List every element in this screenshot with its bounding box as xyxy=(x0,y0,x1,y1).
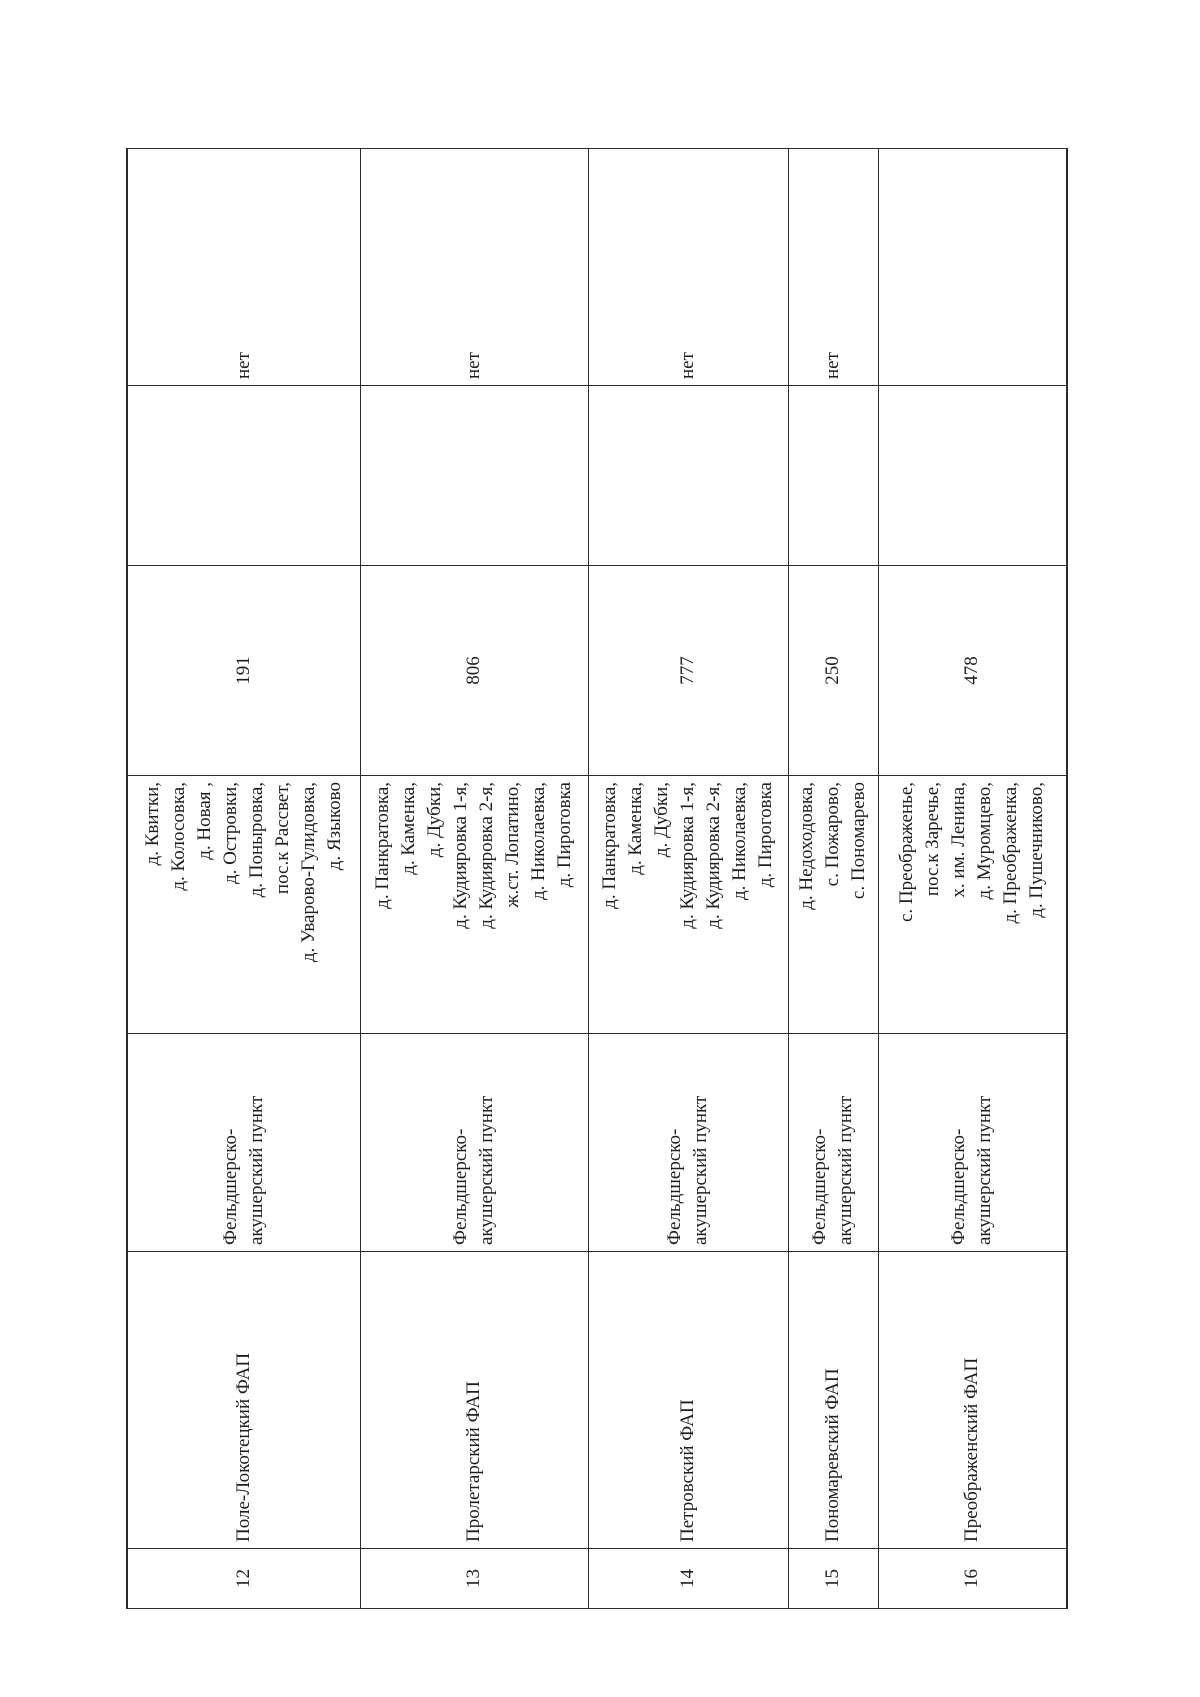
facility-name-cell xyxy=(878,1252,1067,1549)
settlement-item: д. Николаевка, xyxy=(528,782,549,901)
table-row xyxy=(127,149,360,1609)
settlement-item: с. Пожарово, xyxy=(822,782,843,887)
settlement-item: д. Дубки, xyxy=(651,782,672,858)
flag-cell xyxy=(788,149,878,386)
flag-cell xyxy=(360,149,588,386)
facility-type-line: акушерский пункт xyxy=(476,1095,497,1245)
population-value: 806 xyxy=(463,656,484,685)
table-row xyxy=(878,149,1067,1609)
settlement-item: с. Преображенье, xyxy=(896,782,918,923)
facility-type-line: акушерский пункт xyxy=(690,1095,711,1245)
settlement-item: д. Кудияровка 2-я, xyxy=(476,782,497,929)
settlement-item: х. им. Ленина, xyxy=(948,782,970,898)
facility-name: Пономаревский ФАП xyxy=(822,1368,843,1542)
table-body xyxy=(127,149,1067,1609)
facility-type-cell xyxy=(360,1034,588,1252)
facility-type-line: акушерский пункт xyxy=(245,1095,267,1245)
settlements-cell xyxy=(360,776,588,1034)
settlement-item: д. Колосовка, xyxy=(167,782,189,891)
settlement-item: д. Кудияровка 2-я, xyxy=(703,782,724,929)
population-value: 191 xyxy=(232,656,254,685)
settlement-item: д. Пироговка xyxy=(755,782,776,888)
facility-name: Преображенский ФАП xyxy=(961,1357,983,1542)
facility-type-line: Фельдшерско- xyxy=(450,1128,471,1245)
row-number-cell xyxy=(588,1549,788,1609)
facility-name-cell xyxy=(127,1252,360,1549)
population-value: 250 xyxy=(822,656,843,685)
settlement-item: д. Языково xyxy=(323,782,345,871)
flag-cell xyxy=(588,149,788,386)
facility-name-cell xyxy=(360,1252,588,1549)
settlement-item: д. Кудияровка 1-я, xyxy=(450,782,471,929)
settlement-item: д. Каменка, xyxy=(625,782,646,875)
facility-name-cell xyxy=(788,1252,878,1549)
settlements-cell xyxy=(878,776,1067,1034)
settlement-item: д. Квитки, xyxy=(141,782,163,866)
population-cell xyxy=(878,566,1067,776)
facility-type-cell xyxy=(588,1034,788,1252)
facilities-table xyxy=(126,148,1068,1609)
population-cell xyxy=(360,566,588,776)
settlement-item: д. Каменка, xyxy=(398,782,419,875)
empty-cell xyxy=(788,386,878,566)
facility-type-cell xyxy=(127,1034,360,1252)
facility-name: Петровский ФАП xyxy=(677,1399,698,1542)
row-number-cell xyxy=(127,1549,360,1609)
facility-name: Пролетарский ФАП xyxy=(463,1381,484,1542)
population-cell xyxy=(127,566,360,776)
settlement-item: д. Островки, xyxy=(219,782,241,884)
facility-type-line: Фельдшерско- xyxy=(809,1128,830,1245)
facility-type-line: Фельдшерско- xyxy=(664,1128,685,1245)
settlement-item: д. Кудияровка 1-я, xyxy=(677,782,698,929)
settlement-item: д. Дубки, xyxy=(424,782,445,858)
facility-type-cell xyxy=(788,1034,878,1252)
flag-value: нет xyxy=(463,352,484,379)
flag-value: нет xyxy=(822,352,843,379)
population-value: 777 xyxy=(677,656,698,685)
facility-name: Поле-Локотецкий ФАП xyxy=(232,1352,254,1542)
rotated-page xyxy=(126,149,1066,1609)
settlement-item: д. Уварово-Гулидовка, xyxy=(297,782,319,963)
empty-cell xyxy=(878,386,1067,566)
facility-type-line: Фельдшерско- xyxy=(948,1128,970,1245)
settlement-item: д. Муромцево, xyxy=(974,782,996,900)
settlement-item: д. Преображенка, xyxy=(1000,782,1022,924)
empty-cell xyxy=(360,386,588,566)
facility-type-line: акушерский пункт xyxy=(835,1095,856,1245)
facility-type-cell xyxy=(878,1034,1067,1252)
flag-cell xyxy=(127,149,360,386)
row-number: 14 xyxy=(677,1569,698,1588)
row-number: 12 xyxy=(232,1569,254,1588)
facility-type-line: Фельдшерско- xyxy=(219,1128,241,1245)
row-number-cell xyxy=(360,1549,588,1609)
empty-cell xyxy=(588,386,788,566)
settlements-cell xyxy=(788,776,878,1034)
settlement-item: пос.к Рассвет, xyxy=(271,782,293,895)
table-row xyxy=(588,149,788,1609)
settlements-cell xyxy=(127,776,360,1034)
row-number-cell xyxy=(788,1549,878,1609)
flag-cell xyxy=(878,149,1067,386)
row-number: 13 xyxy=(463,1569,484,1588)
settlement-item: д. Пироговка xyxy=(554,782,575,888)
settlement-item: д. Новая , xyxy=(193,782,215,860)
settlement-item: д. Панкратовка, xyxy=(372,782,393,909)
facility-name-cell xyxy=(588,1252,788,1549)
flag-value: нет xyxy=(677,352,698,379)
settlement-item: пос.к Заречье, xyxy=(922,782,944,897)
settlement-item: д. Николаевка, xyxy=(729,782,750,901)
settlement-item: д. Недоходовка, xyxy=(796,782,817,910)
row-number: 16 xyxy=(961,1569,983,1588)
row-number: 15 xyxy=(822,1569,843,1588)
population-cell xyxy=(588,566,788,776)
facility-type-line: акушерский пункт xyxy=(974,1095,996,1245)
population-cell xyxy=(788,566,878,776)
row-number-cell xyxy=(878,1549,1067,1609)
empty-cell xyxy=(127,386,360,566)
settlement-item: ж.ст. Лопатино, xyxy=(502,782,523,908)
table-row xyxy=(788,149,878,1609)
settlements-cell xyxy=(588,776,788,1034)
settlement-item: д. Панкратовка, xyxy=(599,782,620,909)
settlement-item: с. Пономарево xyxy=(848,782,869,900)
settlement-item: д. Пушечниково, xyxy=(1026,782,1048,918)
flag-value: нет xyxy=(232,352,254,379)
table-row xyxy=(360,149,588,1609)
settlement-item: д. Поныровка, xyxy=(245,782,267,898)
population-value: 478 xyxy=(961,656,983,685)
